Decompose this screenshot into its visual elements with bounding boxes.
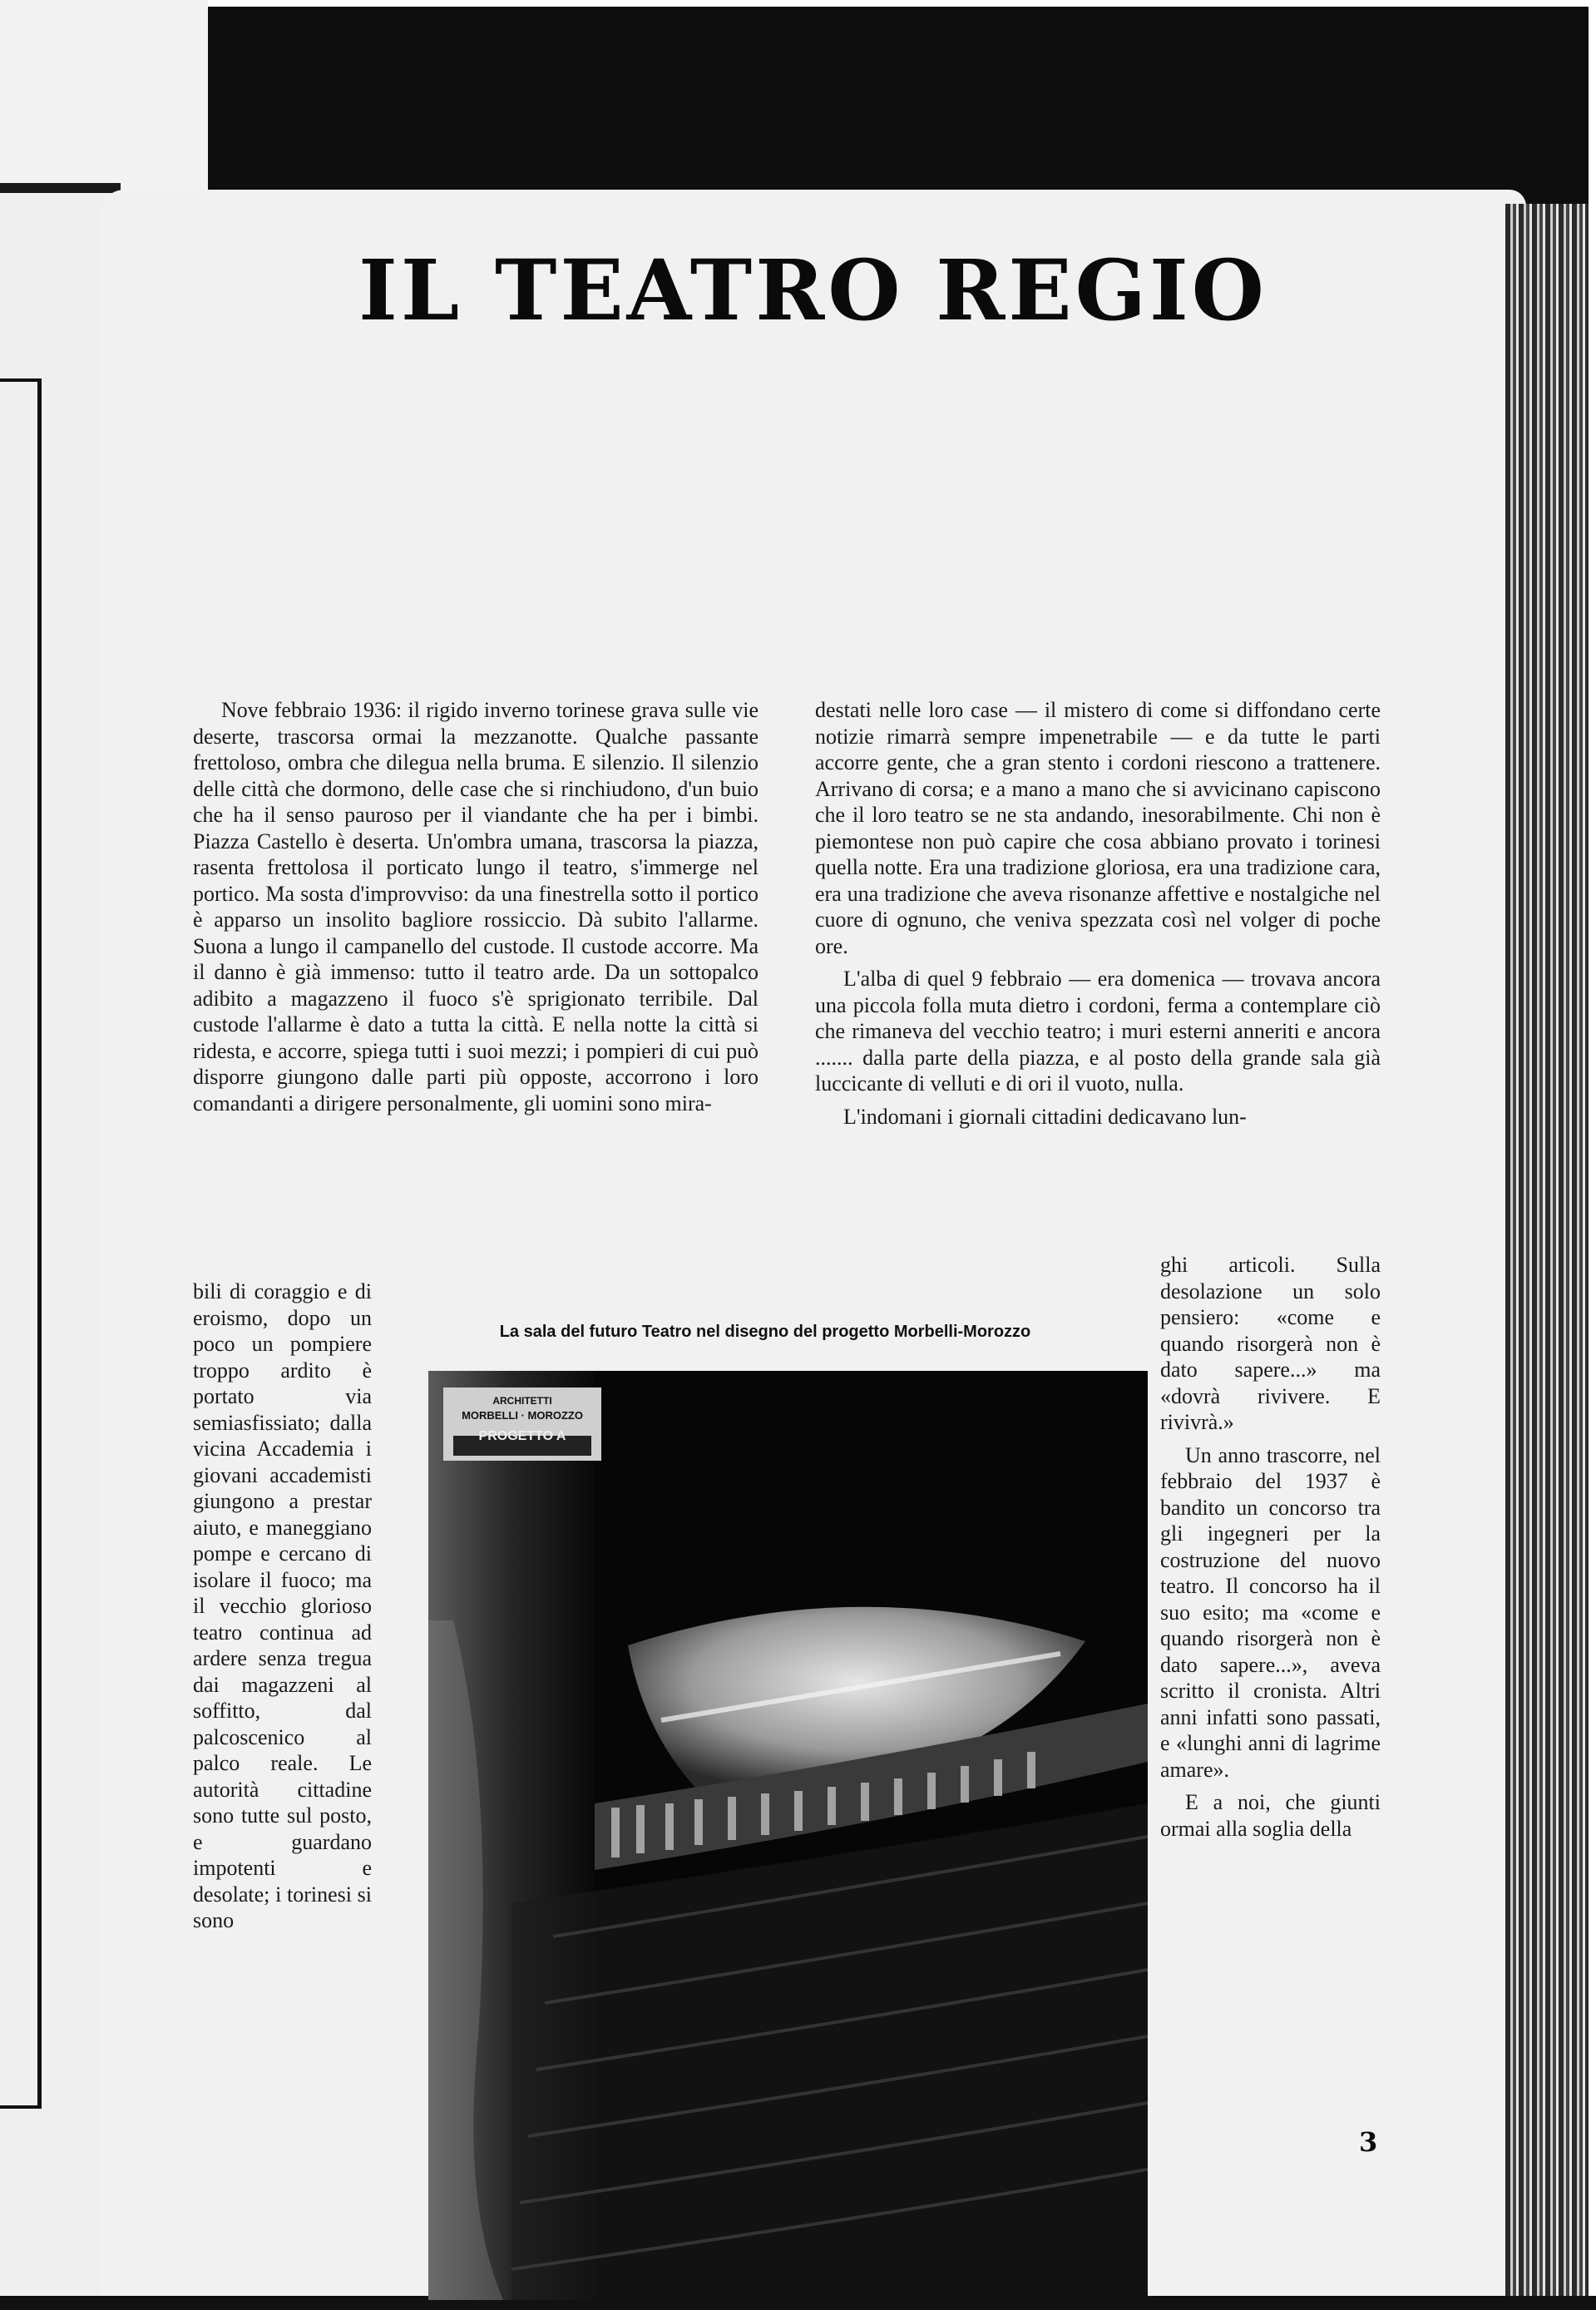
theatre-hall-photo [428, 1371, 1148, 2300]
paragraph: Nove febbraio 1936: il rigido inverno torinese grava sulle vie deserte, trascorsa ormai la mezzanotte. Qualche passante frettoloso, ombra che dilegua nella bruma. E silenzio. Il silenzio delle città che dormono, delle case che si rinchiudono, d'un buio che ha il senso pauroso per il viandante che ha per i bimbi. Piazza Castello è deserta. Un'ombra umana, trascorsa la piazza, rasenta frettolosa il porticato lungo il teatro, s'immerge nel portico. Ma sosta d'improvviso: da una finestrella sotto il portico è apparso un insolito bagliore rossiccio. Dà subito l'allarme. Suona a lungo il campanello del custode. Il custode accorre. Ma il danno è già immenso: tutto il teatro arde. Da un sottopalco adibito a magazzeno il fuoco s'è sprigionato terribile. Dal custode l'allarme è dato a tutta la città. E nella notte la città si ridesta, e accorre, spiega tutti i suoi mezzi; i pompieri di cui può disporre giungono dalle parti più opposte, accorrono i loro comandanti a dirigere personalmente, gli uomini sono mira- [193, 698, 758, 1115]
paragraph: bili di coraggio e di eroismo, dopo un poco un pompiere troppo ardito è portato via semiasfissiato; dalla vicina Accademia i giovani accademisti giungono a prestar aiuto, e maneggiano pompe e cercano di isolare il fuoco; ma il vecchio glorioso teatro continua ad ardere senza tregua dai magazzeni al soffitto, dal palcoscenico al palco reale. Le autorità cittadine sono tutte sul posto, e guardano impotenti e desolate; i torinesi si sono [193, 1279, 372, 1932]
paragraph: Un anno trascorre, nel febbraio del 1937 è bandito un concorso tra gli ingegneri per la costruzione del nuovo teatro. Il concorso ha il suo esito; ma «come e quando risorgerà non è dato sapere...», aveva scritto il cronista. Altri anni infatti sono passati, e «lunghi anni di lagrime amare». [1160, 1442, 1381, 1782]
paragraph: destati nelle loro case — il mistero di come si diffondano certe notizie rimarrà sempre impenetrabile — e da tutte le parti accorre gente, che a gran stento i cordoni riescono a trattenere. Arrivano di corsa; e a mano a mano che si avvicinano capiscono che il loro teatro se ne sta andando, inesorabilmente. Chi non è piemontese non può capire che cosa abbiano provato i torinesi quella notte. Era una tradizione gloriosa, era una tradizione cara, era una tradizione che aveva risonanze affettive e nostalgiche nel cuore di ognuno, che veniva spezzata così nel volger di poche ore. [815, 698, 1381, 958]
scan-edge-line [0, 183, 121, 193]
paragraph: ghi articoli. Sulla desolazione un solo pensiero: «come e quando risorgerà non è dato sapere...» ma «dovrà rivivere. E rivivrà.» [1160, 1253, 1381, 1434]
page-title: IL TEATRO REGIO [358, 241, 1267, 339]
photo-label-line: ARCHITETTI [492, 1395, 552, 1407]
previous-page-frame [0, 378, 42, 2109]
article-column-1 [193, 697, 758, 1123]
photo-caption: La sala del futuro Teatro nel disegno del progetto Morbelli-Morozzo [499, 1323, 1031, 1341]
article-column-1-continued [193, 1279, 372, 1941]
photo-label-line: MORBELLI · MOROZZO [462, 1409, 583, 1422]
scan-top-band [208, 7, 1589, 215]
paragraph: L'indomani i giornali cittadini dedicavano lun- [843, 1104, 1247, 1129]
paragraph: L'alba di quel 9 febbraio — era domenica — trovava ancora una piccola folla muta dietro i cordoni, ferma a contemplare ciò che rimaneva del vecchio teatro; i muri esterni anneriti e ancora ....... dalla parte della piazza, e al posto della grande sala già luccicante di velluti e di ori il vuoto, nulla. [815, 967, 1381, 1096]
photo-label-line: PROGETTO A [478, 1429, 566, 1443]
article-column-3 [1160, 1252, 1381, 1848]
paragraph: E a noi, che giunti ormai alla soglia della [1160, 1790, 1381, 1841]
article-column-2 [815, 697, 1381, 1136]
page-number: 3 [1359, 2126, 1378, 2158]
theatre-hall-drawing [428, 1371, 1148, 2300]
scan-corner [0, 0, 208, 191]
book-spine [1505, 204, 1589, 2300]
